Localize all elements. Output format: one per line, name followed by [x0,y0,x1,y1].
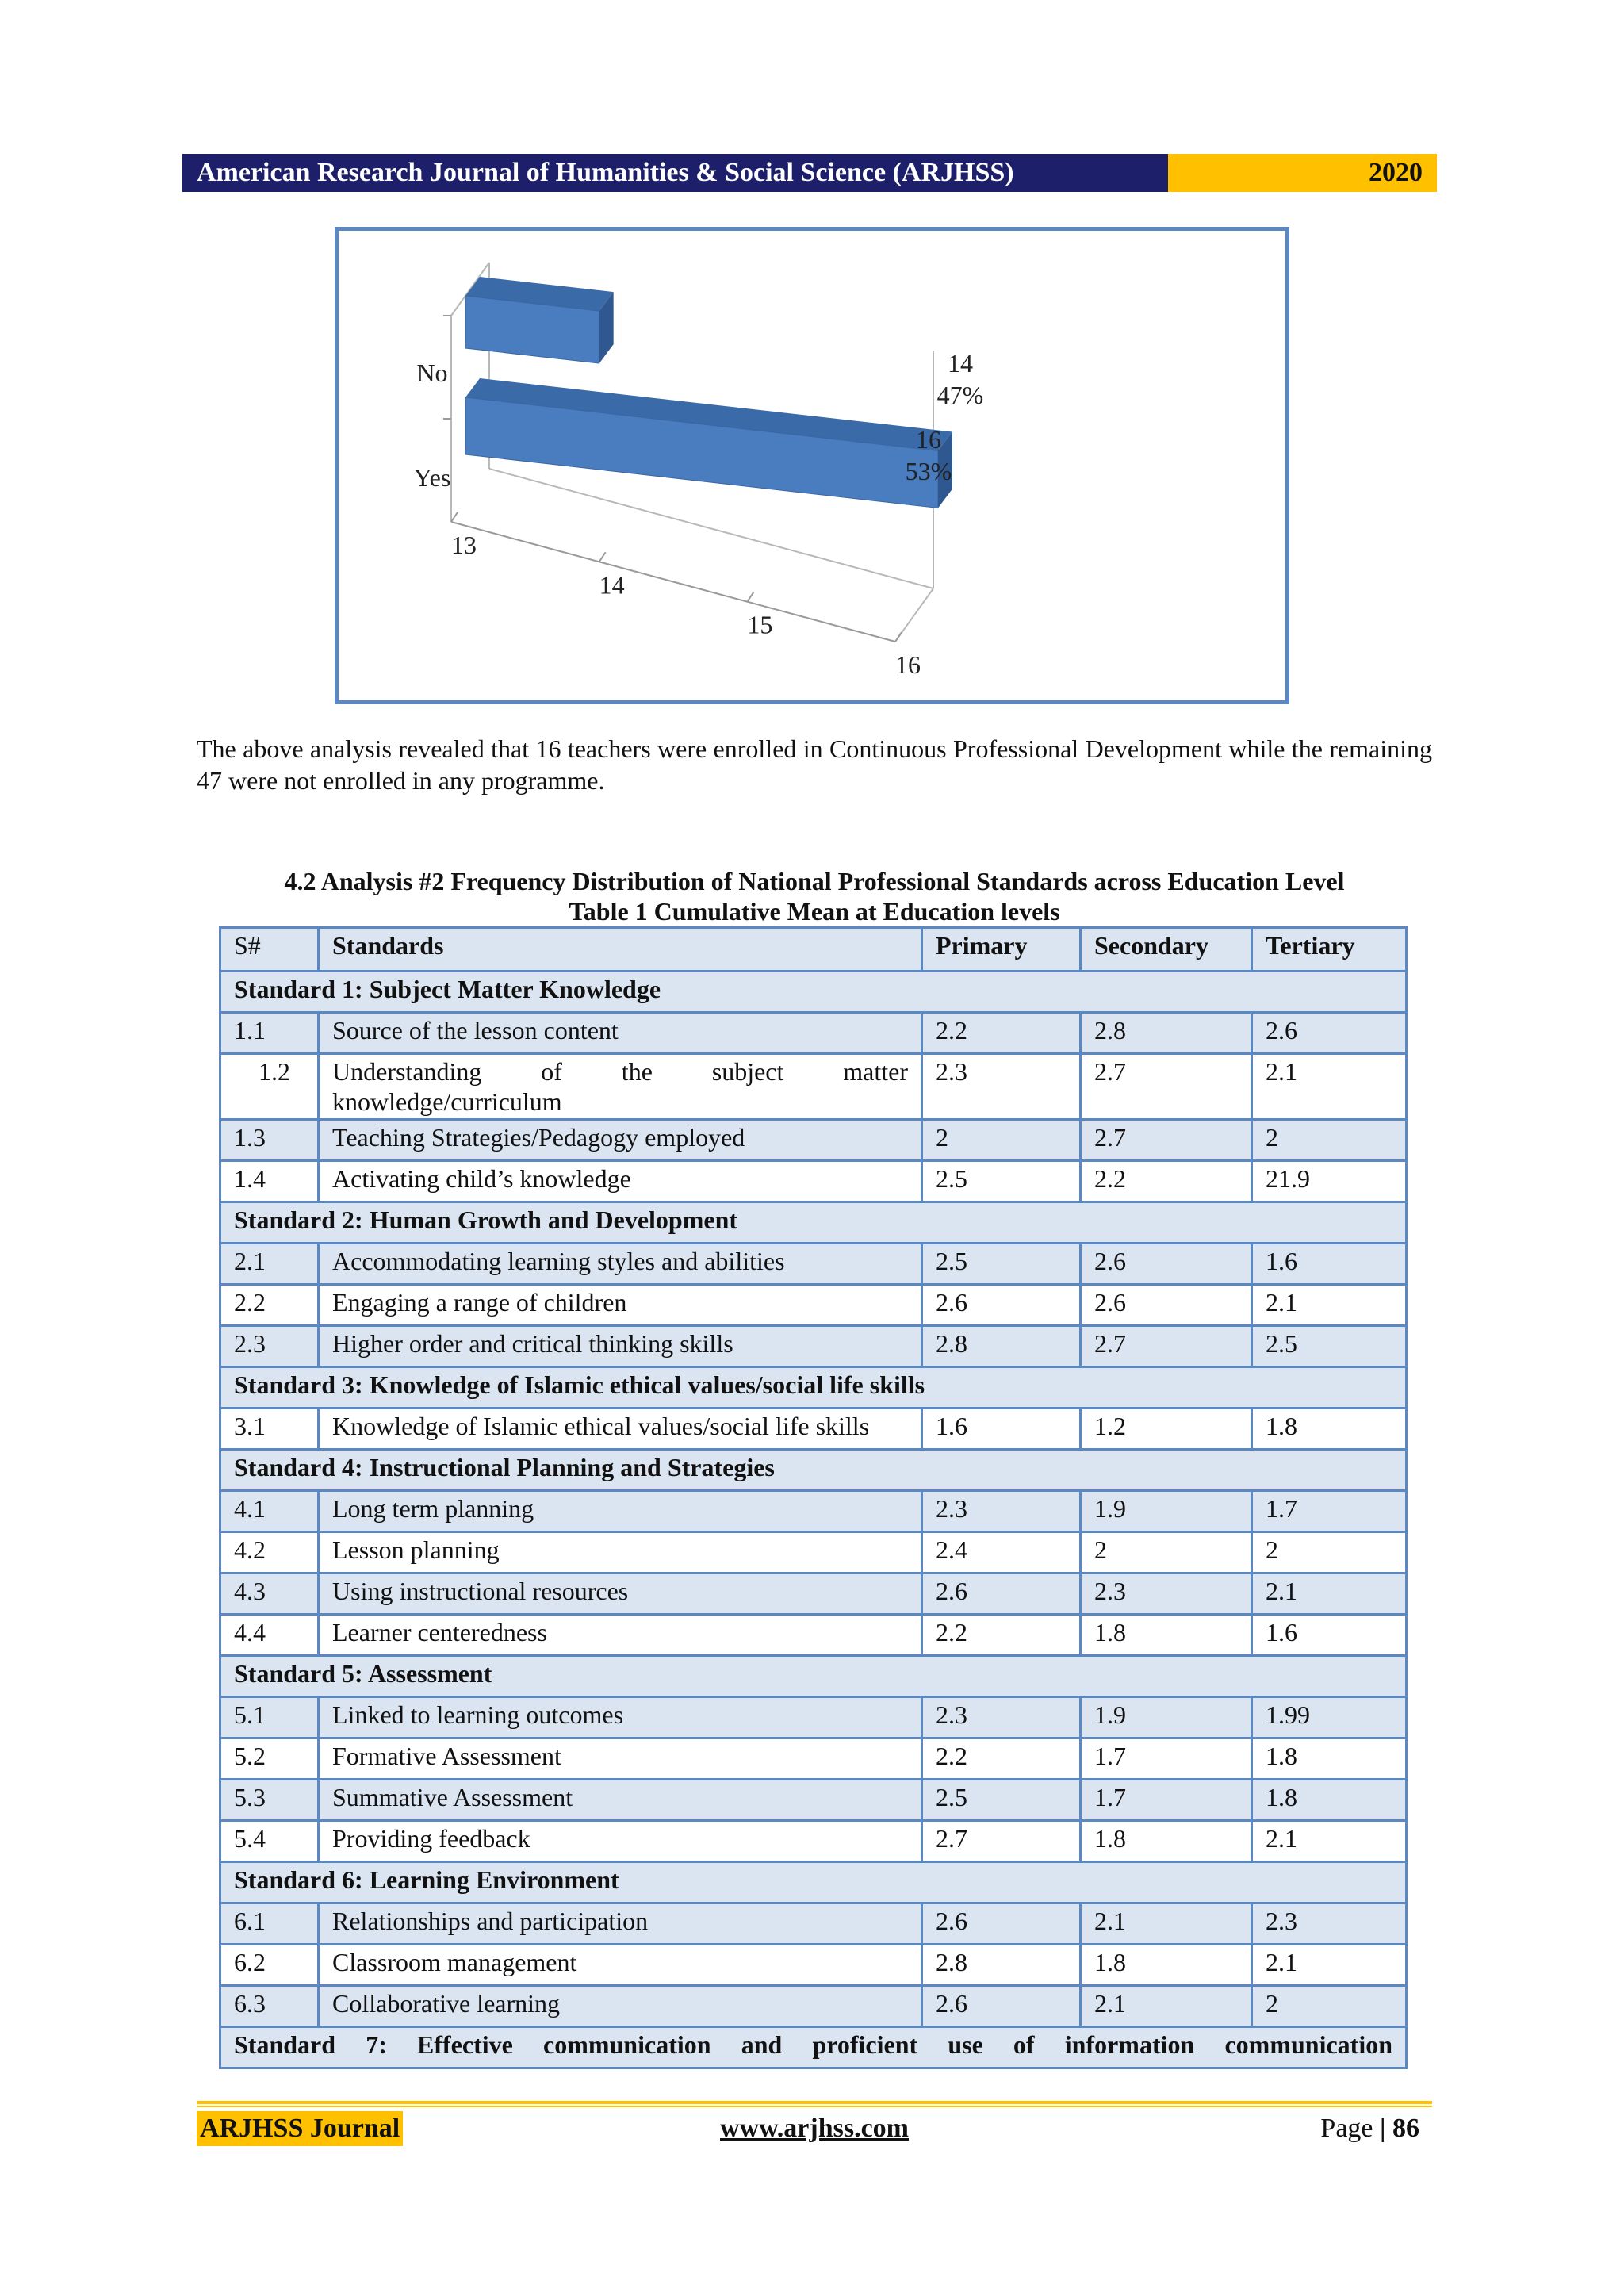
cell-secondary: 2.3 [1081,1573,1252,1615]
cell-primary: 1.6 [922,1409,1081,1450]
data-label-percent: 53% [905,457,952,485]
cell-secondary: 1.8 [1081,1615,1252,1656]
footer-rule [197,2101,1432,2104]
table-group-row [220,972,1407,1013]
footer-website-link[interactable]: www.arjhss.com [720,2114,909,2143]
cell-standard: Linked to learning outcomes [319,1697,922,1738]
cell-sno: 2.1 [220,1244,319,1285]
cell-secondary: 1.8 [1081,1821,1252,1862]
cell-standard: Higher order and critical thinking skills [319,1326,922,1367]
page-footer [197,2111,1432,2146]
cell-secondary: 2.6 [1081,1285,1252,1326]
table-row [220,1244,1407,1285]
cell-primary: 2.6 [922,1903,1081,1945]
cell-sno: 6.1 [220,1903,319,1945]
cell-tertiary: 2.3 [1252,1903,1407,1945]
table-row [220,1054,1407,1120]
cell-standard: Accommodating learning styles and abilities [319,1244,922,1285]
cell-primary: 2.2 [922,1738,1081,1780]
cell-primary: 2.3 [922,1697,1081,1738]
table-group-row [220,2027,1407,2068]
standard-group-title: Standard 7: Effective communication and proficient use of information communication [220,2027,1407,2068]
cell-tertiary: 21.9 [1252,1161,1407,1202]
footer-journal: ARJHSS Journal [197,2111,403,2146]
cell-tertiary: 1.8 [1252,1409,1407,1450]
standard-group-title: Standard 1: Subject Matter Knowledge [220,972,1407,1013]
cell-sno: 3.1 [220,1409,319,1450]
standards-table [219,926,1408,2069]
cell-standard: Understanding of the subject matter knowledge/curriculum [319,1054,922,1120]
cell-secondary: 2 [1081,1532,1252,1573]
cell-tertiary: 1.6 [1252,1615,1407,1656]
table-group-row [220,1450,1407,1491]
cell-secondary: 2.1 [1081,1903,1252,1945]
table-row [220,1821,1407,1862]
header-secondary: Secondary [1081,928,1252,972]
cell-primary: 2.6 [922,1573,1081,1615]
cell-tertiary: 1.8 [1252,1738,1407,1780]
table-row [220,1945,1407,1986]
cell-secondary: 2.7 [1081,1120,1252,1161]
header-sno: S# [220,928,319,972]
section-heading: 4.2 Analysis #2 Frequency Distribution of National Professional Standards across Education Level [284,867,1345,895]
cell-sno: 4.4 [220,1615,319,1656]
cell-secondary: 1.2 [1081,1409,1252,1450]
header-primary: Primary [922,928,1081,972]
category-label-yes: Yes [413,463,451,492]
footer-page-number [1320,2111,1419,2146]
x-tick-mark [895,632,902,642]
table-row [220,1780,1407,1821]
cell-standard: Formative Assessment [319,1738,922,1780]
category-label-no: No [416,358,448,387]
cell-sno: 5.3 [220,1780,319,1821]
cell-standard: Long term planning [319,1491,922,1532]
cell-standard: Activating child’s knowledge [319,1161,922,1202]
cell-standard: Knowledge of Islamic ethical values/social life skills [319,1409,922,1450]
cell-standard: Teaching Strategies/Pedagogy employed [319,1120,922,1161]
data-label-value: 14 [948,349,973,378]
cell-primary: 2.7 [922,1821,1081,1862]
table-group-row [220,1202,1407,1244]
standard-group-title: Standard 2: Human Growth and Development [220,1202,1407,1244]
cell-primary: 2.6 [922,1285,1081,1326]
cell-standard: Classroom management [319,1945,922,1986]
cell-sno: 4.2 [220,1532,319,1573]
cell-secondary: 2.7 [1081,1054,1252,1120]
cell-sno: 1.4 [220,1161,319,1202]
table-row [220,1532,1407,1573]
cell-primary: 2.4 [922,1532,1081,1573]
cell-standard: Collaborative learning [319,1986,922,2027]
table-row [220,1013,1407,1054]
table-row [220,1697,1407,1738]
standard-group-title: Standard 5: Assessment [220,1656,1407,1697]
cell-primary: 2.8 [922,1326,1081,1367]
table-row [220,1986,1407,2027]
cell-secondary: 2.1 [1081,1986,1252,2027]
cell-standard: Summative Assessment [319,1780,922,1821]
enrollment-chart [335,227,1289,704]
cell-tertiary: 1.8 [1252,1780,1407,1821]
cell-primary: 2 [922,1120,1081,1161]
table-row [220,1573,1407,1615]
cell-sno: 6.3 [220,1986,319,2027]
cell-secondary: 2.7 [1081,1326,1252,1367]
cell-sno: 1.3 [220,1120,319,1161]
table-group-row [220,1862,1407,1903]
table-row [220,1285,1407,1326]
cell-standard: Using instructional resources [319,1573,922,1615]
cell-tertiary: 2 [1252,1120,1407,1161]
cell-sno: 1.2 [220,1054,319,1120]
cell-secondary: 1.8 [1081,1945,1252,1986]
x-tick-mark [451,512,458,522]
cell-sno: 1.1 [220,1013,319,1054]
journal-year: 2020 [1168,154,1437,192]
cell-tertiary: 2.1 [1252,1054,1407,1120]
cell-standard: Source of the lesson content [319,1013,922,1054]
data-label-percent: 47% [936,381,984,409]
standard-group-title: Standard 6: Learning Environment [220,1862,1407,1903]
table-row [220,1491,1407,1532]
cell-tertiary: 2.1 [1252,1821,1407,1862]
cell-secondary: 1.9 [1081,1697,1252,1738]
cell-sno: 2.3 [220,1326,319,1367]
x-tick-mark [747,592,753,602]
standard-group-title: Standard 3: Knowledge of Islamic ethical values/social life skills [220,1367,1407,1409]
cell-primary: 2.3 [922,1054,1081,1120]
table-row [220,1903,1407,1945]
cell-primary: 2.2 [922,1615,1081,1656]
cell-secondary: 1.9 [1081,1491,1252,1532]
cell-secondary: 2.8 [1081,1013,1252,1054]
x-tick-label: 16 [895,650,921,679]
table-header-row [220,928,1407,972]
x-tick-label: 15 [747,610,773,639]
table-group-row [220,1656,1407,1697]
header-standards: Standards [319,928,922,972]
cell-secondary: 1.7 [1081,1780,1252,1821]
cell-tertiary: 2.1 [1252,1945,1407,1986]
table-caption: Table 1 Cumulative Mean at Education levels [569,897,1060,926]
cell-primary: 2.8 [922,1945,1081,1986]
cell-sno: 5.1 [220,1697,319,1738]
x-tick-label: 14 [599,570,625,600]
cell-primary: 2.2 [922,1013,1081,1054]
table-row [220,1120,1407,1161]
x-tick-mark [599,552,606,562]
table-group-row [220,1367,1407,1409]
cell-sno: 4.1 [220,1491,319,1532]
cell-standard: Lesson planning [319,1532,922,1573]
x-tick-label: 13 [451,531,477,559]
cell-sno: 4.3 [220,1573,319,1615]
cell-tertiary: 2.1 [1252,1285,1407,1326]
cell-primary: 2.5 [922,1244,1081,1285]
cell-tertiary: 1.6 [1252,1244,1407,1285]
table-row [220,1161,1407,1202]
cell-secondary: 1.7 [1081,1738,1252,1780]
cell-sno: 2.2 [220,1285,319,1326]
analysis-paragraph: The above analysis revealed that 16 teachers were enrolled in Continuous Professional Development while the remaining 47 were not enrolled in any programme. [197,734,1432,795]
cell-tertiary: 1.7 [1252,1491,1407,1532]
cell-tertiary: 2 [1252,1532,1407,1573]
cell-standard: Learner centeredness [319,1615,922,1656]
cell-sno: 5.2 [220,1738,319,1780]
cell-primary: 2.3 [922,1491,1081,1532]
cell-tertiary: 1.99 [1252,1697,1407,1738]
cell-standard: Relationships and participation [319,1903,922,1945]
page-label: Page [1320,2114,1373,2143]
table-row [220,1326,1407,1367]
table-row [220,1615,1407,1656]
journal-title: American Research Journal of Humanities & Social Science (ARJHSS) [182,154,1168,192]
page-separator: | [1380,2114,1386,2143]
footer-rule-thin [197,2106,1432,2107]
cell-standard: Engaging a range of children [319,1285,922,1326]
cell-sno: 6.2 [220,1945,319,1986]
cell-tertiary: 2.5 [1252,1326,1407,1367]
cell-tertiary: 2.6 [1252,1013,1407,1054]
cell-secondary: 2.2 [1081,1161,1252,1202]
cell-sno: 5.4 [220,1821,319,1862]
cell-standard: Providing feedback [319,1821,922,1862]
page-number: 86 [1392,2114,1419,2143]
cell-tertiary: 2 [1252,1986,1407,2027]
cell-tertiary: 2.1 [1252,1573,1407,1615]
standard-group-title: Standard 4: Instructional Planning and Strategies [220,1450,1407,1491]
header-tertiary: Tertiary [1252,928,1407,972]
cell-primary: 2.6 [922,1986,1081,2027]
cell-secondary: 2.6 [1081,1244,1252,1285]
chart-floor-front [451,522,895,642]
data-label-value: 16 [916,425,941,454]
cell-primary: 2.5 [922,1780,1081,1821]
table-row [220,1409,1407,1450]
table-row [220,1738,1407,1780]
cell-primary: 2.5 [922,1161,1081,1202]
journal-header [182,154,1437,192]
enrollment-chart-svg [339,231,1285,700]
